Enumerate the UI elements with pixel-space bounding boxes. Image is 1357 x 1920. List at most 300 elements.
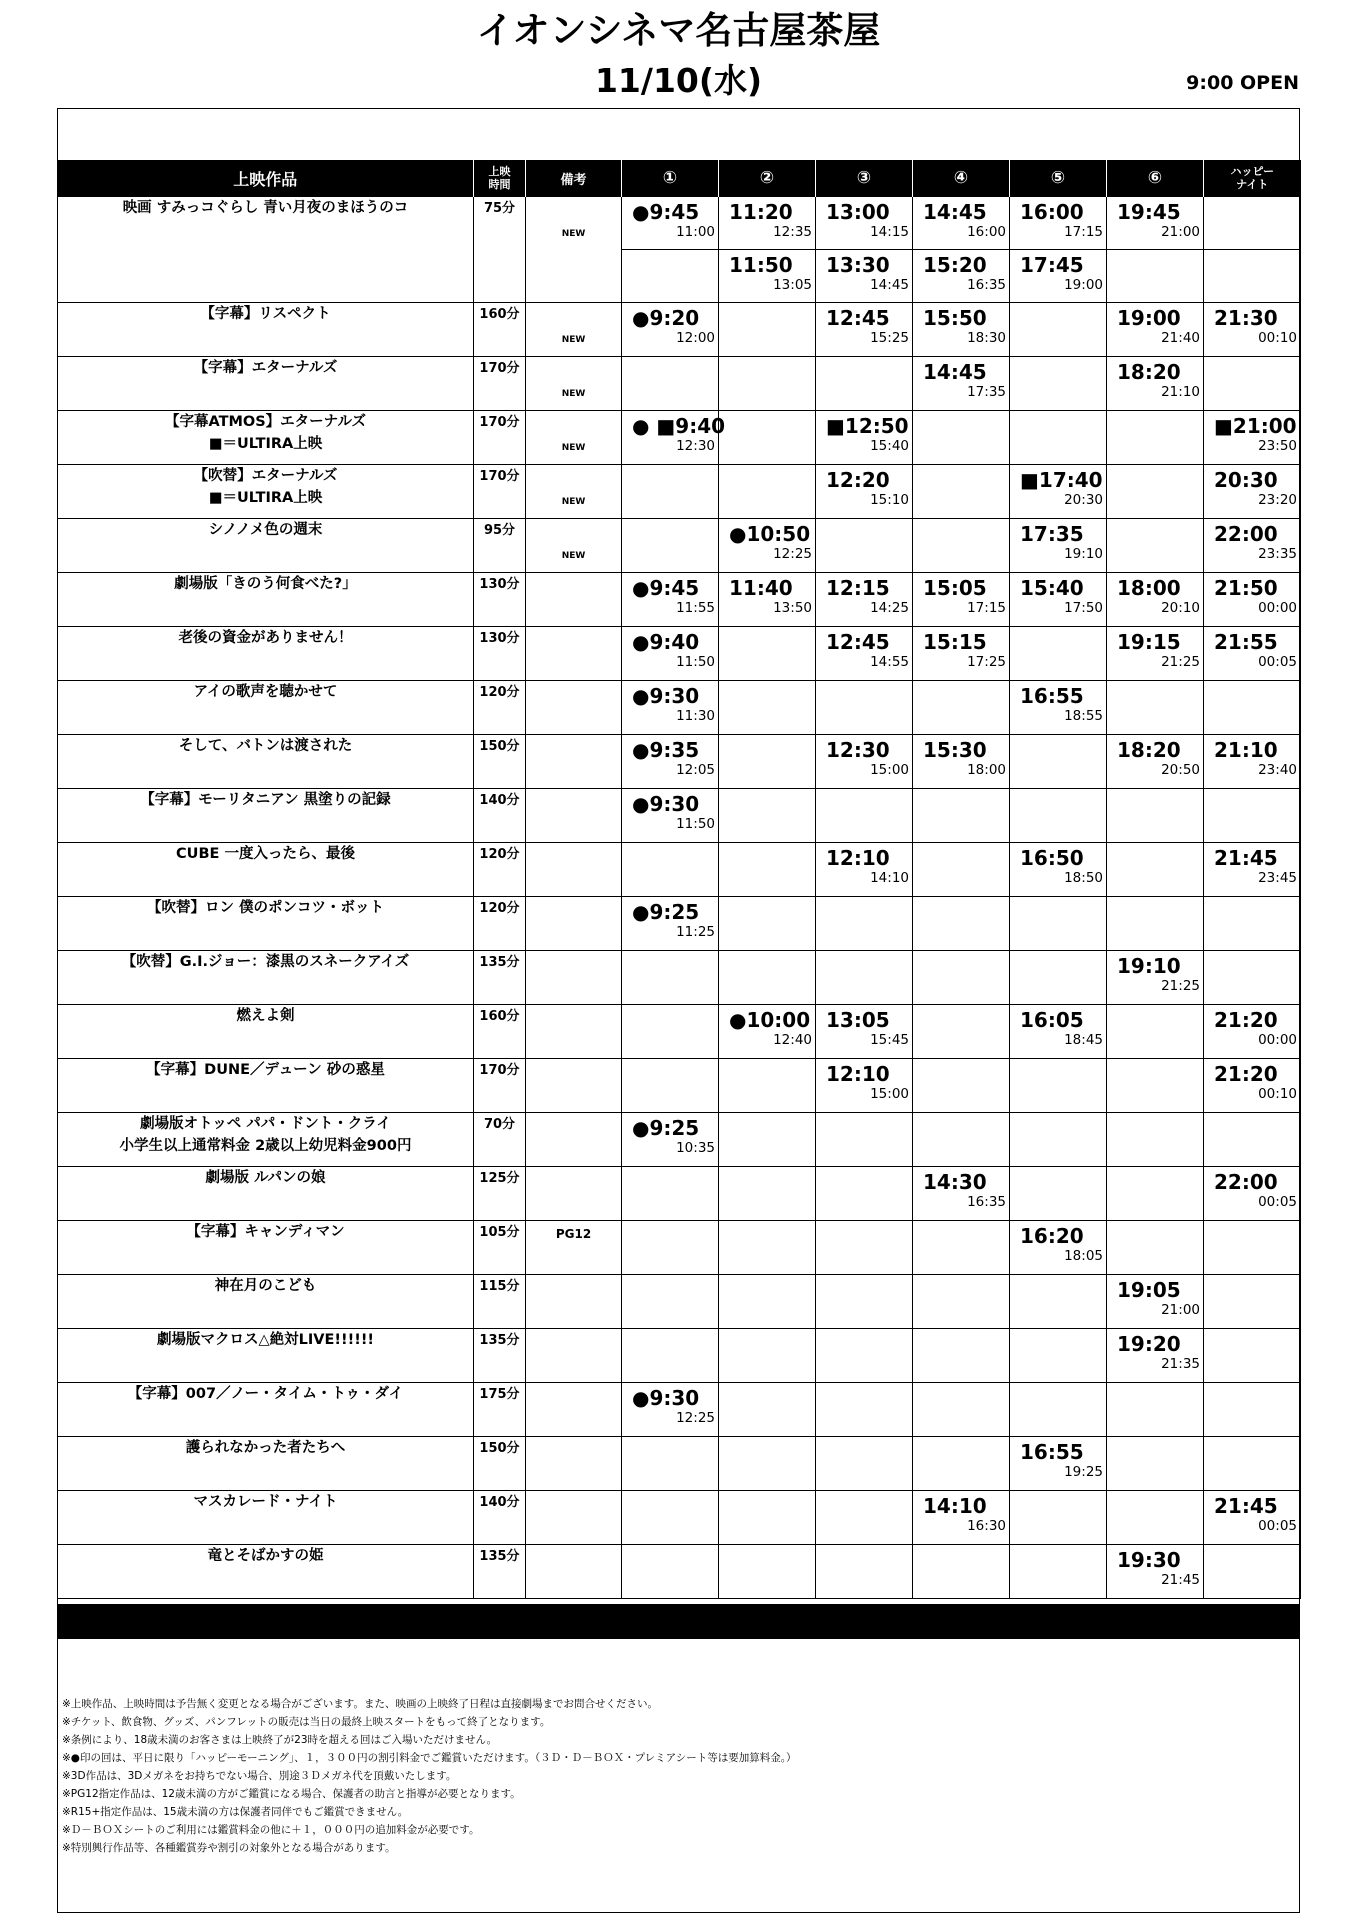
note-line: ※条例により、18歳未満のお客さまは上映終了が23時を超える回はご入場いただけません。: [62, 1734, 498, 1746]
movie-title: [58, 1221, 474, 1275]
movie-duration: 135分: [474, 1329, 526, 1383]
start-time[interactable]: 19:00: [1117, 306, 1181, 330]
note-line: ※Ｄ－ＢＯＸシートのご利用には鑑賞料金の他に＋１，０００円の追加料金が必要です。: [62, 1824, 480, 1836]
start-time[interactable]: ■17:40: [1020, 468, 1103, 492]
screen-2-slot: [719, 735, 816, 789]
movie-title-line: 【吹替】エターナルズ: [193, 468, 338, 484]
happy-night-slot: [1204, 627, 1301, 681]
end-time: 17:15: [967, 600, 1006, 616]
screen-2-slot: [719, 197, 816, 250]
start-time[interactable]: 12:30: [826, 738, 890, 762]
screen-4-slot: [913, 250, 1010, 303]
header-screen-3: ③: [816, 160, 913, 197]
movie-title-line: 神在月のこども: [214, 1278, 317, 1294]
start-time[interactable]: 19:30: [1117, 1548, 1181, 1572]
end-time: 12:35: [773, 224, 812, 240]
movie-title: [58, 1167, 474, 1221]
happy-night-slot: [1204, 1545, 1301, 1599]
screen-4-slot: [913, 1059, 1010, 1113]
movie-title: [58, 1329, 474, 1383]
table-row: [58, 303, 1301, 357]
start-time[interactable]: 12:45: [826, 306, 890, 330]
movie-note: [526, 1491, 622, 1545]
table-row: [58, 681, 1301, 735]
movie-duration: 175分: [474, 1383, 526, 1437]
start-time[interactable]: ●9:35: [632, 738, 700, 762]
end-time: 12:25: [773, 546, 812, 562]
end-time: 14:45: [870, 277, 909, 293]
end-time: 13:05: [773, 277, 812, 293]
screen-4-slot: [913, 465, 1010, 519]
end-time: 23:20: [1258, 492, 1297, 508]
happy-night-slot: [1204, 411, 1301, 465]
start-time[interactable]: 15:40: [1020, 576, 1084, 600]
table-row: [58, 627, 1301, 681]
end-time: 19:10: [1064, 546, 1103, 562]
start-time[interactable]: ●10:50: [729, 522, 811, 546]
end-time: 16:35: [967, 277, 1006, 293]
table-row: [58, 951, 1301, 1005]
start-time[interactable]: 17:45: [1020, 253, 1084, 277]
happy-night-slot: [1204, 951, 1301, 1005]
movie-title: [58, 465, 474, 519]
screen-2-slot: [719, 681, 816, 735]
movie-title-line: CUBE 一度入ったら、最後: [176, 846, 355, 862]
screen-3-slot: [816, 1167, 913, 1221]
table-row: [58, 1059, 1301, 1113]
header-screen-1: ①: [622, 160, 719, 197]
movie-title: [58, 411, 474, 465]
notes-section: [62, 1695, 1292, 1857]
happy-night-slot: [1204, 250, 1301, 303]
header-happy-night: [1204, 160, 1301, 197]
end-time: 12:00: [676, 330, 715, 346]
end-time: 21:10: [1161, 384, 1200, 400]
screen-3-slot: [816, 1059, 913, 1113]
screen-4-slot: [913, 897, 1010, 951]
start-time[interactable]: 14:45: [923, 360, 987, 384]
screen-1-slot: [622, 1059, 719, 1113]
start-time[interactable]: ●9:45: [632, 200, 700, 224]
start-time[interactable]: 15:50: [923, 306, 987, 330]
movie-duration: 135分: [474, 951, 526, 1005]
movie-title: [58, 627, 474, 681]
movie-duration: 135分: [474, 1545, 526, 1599]
movie-note: [526, 1545, 622, 1599]
screen-6-slot: [1107, 951, 1204, 1005]
screen-5-slot: [1010, 1437, 1107, 1491]
happy-night-slot: [1204, 1329, 1301, 1383]
movie-title: [58, 681, 474, 735]
header-happy-line1: ハッピー: [1230, 165, 1275, 178]
screen-3-slot: [816, 250, 913, 303]
end-time: 17:15: [1064, 224, 1103, 240]
start-time[interactable]: 14:10: [923, 1494, 987, 1518]
end-time: 11:30: [676, 708, 715, 724]
screen-4-slot: [913, 735, 1010, 789]
screen-2-slot: [719, 1275, 816, 1329]
screen-6-slot: [1107, 1005, 1204, 1059]
movie-note: [526, 573, 622, 627]
start-time[interactable]: 13:30: [826, 253, 890, 277]
movie-title-line: 映画 すみっコぐらし 青い月夜のまほうのコ: [122, 200, 409, 216]
start-time[interactable]: 15:20: [923, 253, 987, 277]
movie-title-line: 【吹替】G.I.ジョー：漆黒のスネークアイズ: [121, 954, 410, 970]
start-time[interactable]: 22:00: [1214, 522, 1278, 546]
screen-5-slot: [1010, 951, 1107, 1005]
screen-6-slot: [1107, 1437, 1204, 1491]
table-row: [58, 1221, 1301, 1275]
screen-4-slot: [913, 197, 1010, 250]
screen-3-slot: [816, 681, 913, 735]
movie-title-line: 【字幕】キャンディマン: [186, 1224, 345, 1240]
movie-title-line: 【字幕】モーリタニアン 黒塗りの記録: [140, 792, 391, 808]
end-time: 17:35: [967, 384, 1006, 400]
movie-duration: 150分: [474, 735, 526, 789]
table-row: [58, 1113, 1301, 1167]
movie-title-line: 竜とそばかすの姫: [207, 1548, 324, 1564]
screen-5-slot: [1010, 411, 1107, 465]
start-time[interactable]: 21:55: [1214, 630, 1278, 654]
movie-title-line: 【字幕】エターナルズ: [193, 360, 338, 376]
screen-1-slot: [622, 1113, 719, 1167]
end-time: 21:35: [1161, 1356, 1200, 1372]
screen-1-slot: [622, 789, 719, 843]
end-time: 12:40: [773, 1032, 812, 1048]
movie-note: [526, 681, 622, 735]
header-note: 備考: [526, 160, 622, 197]
start-time[interactable]: 13:05: [826, 1008, 890, 1032]
screen-4-slot: [913, 1545, 1010, 1599]
start-time[interactable]: 21:50: [1214, 576, 1278, 600]
happy-night-slot: [1204, 1275, 1301, 1329]
start-time[interactable]: 17:35: [1020, 522, 1084, 546]
movie-note: [526, 1383, 622, 1437]
schedule-body: [58, 197, 1301, 1599]
end-time: 00:00: [1258, 1032, 1297, 1048]
happy-night-slot: [1204, 1059, 1301, 1113]
start-time[interactable]: 13:00: [826, 200, 890, 224]
screen-6-slot: [1107, 1167, 1204, 1221]
table-row: [58, 1167, 1301, 1221]
start-time[interactable]: 12:20: [826, 468, 890, 492]
screen-3-slot: [816, 1383, 913, 1437]
start-time[interactable]: 16:55: [1020, 1440, 1084, 1464]
start-time[interactable]: ■12:50: [826, 414, 909, 438]
start-time[interactable]: 11:40: [729, 576, 793, 600]
screen-3-slot: [816, 303, 913, 357]
movie-title: [58, 843, 474, 897]
screen-6-slot: [1107, 1383, 1204, 1437]
table-row: [58, 411, 1301, 465]
end-time: 00:00: [1258, 600, 1297, 616]
end-time: 21:25: [1161, 654, 1200, 670]
end-time: 00:05: [1258, 654, 1297, 670]
end-time: 17:25: [967, 654, 1006, 670]
footer-bar: [57, 1604, 1300, 1639]
screen-5-slot: [1010, 1383, 1107, 1437]
start-time[interactable]: 21:45: [1214, 846, 1278, 870]
screen-4-slot: [913, 573, 1010, 627]
start-time[interactable]: 21:45: [1214, 1494, 1278, 1518]
happy-night-slot: [1204, 1005, 1301, 1059]
start-time[interactable]: 16:50: [1020, 846, 1084, 870]
screen-2-slot: [719, 573, 816, 627]
screen-2-slot: [719, 843, 816, 897]
end-time: 19:25: [1064, 1464, 1103, 1480]
movie-duration: 130分: [474, 627, 526, 681]
movie-title-line: 【字幕】007／ノー・タイム・トゥ・ダイ: [127, 1386, 404, 1402]
note-line: ※上映作品、上映時間は予告無く変更となる場合がございます。また、映画の上映終了日程は直接劇場までお問合せください。: [62, 1698, 658, 1710]
screen-6-slot: [1107, 897, 1204, 951]
screen-1-slot: [622, 1437, 719, 1491]
start-time[interactable]: 21:20: [1214, 1062, 1278, 1086]
start-time[interactable]: 21:20: [1214, 1008, 1278, 1032]
start-time[interactable]: 12:10: [826, 1062, 890, 1086]
header-screen-4: ④: [913, 160, 1010, 197]
end-time: 23:35: [1258, 546, 1297, 562]
screen-3-slot: [816, 1005, 913, 1059]
header-screen-5: ⑤: [1010, 160, 1107, 197]
movie-note: [526, 519, 622, 573]
screen-1-slot: [622, 411, 726, 465]
movie-duration: 120分: [474, 843, 526, 897]
screen-3-slot: [816, 411, 913, 465]
rating-badge: PG12: [555, 1227, 592, 1241]
start-time[interactable]: ●9:40: [632, 630, 700, 654]
start-time[interactable]: 18:20: [1117, 738, 1181, 762]
start-time[interactable]: ●9:30: [632, 684, 700, 708]
table-row: [58, 1329, 1301, 1383]
movie-title: [58, 951, 474, 1005]
screen-2-slot: [719, 1059, 816, 1113]
start-time[interactable]: 20:30: [1214, 468, 1278, 492]
screen-4-slot: [913, 1491, 1010, 1545]
screen-5-slot: [1010, 1059, 1107, 1113]
start-time[interactable]: 16:00: [1020, 200, 1084, 224]
table-row: [58, 573, 1301, 627]
screen-4-slot: [913, 627, 1010, 681]
happy-night-slot: [1204, 1437, 1301, 1491]
end-time: 13:50: [773, 600, 812, 616]
screen-5-slot: [1010, 1329, 1107, 1383]
start-time[interactable]: ■21:00: [1214, 414, 1297, 438]
start-time[interactable]: 19:05: [1117, 1278, 1181, 1302]
happy-night-slot: [1204, 1113, 1301, 1167]
start-time[interactable]: 15:30: [923, 738, 987, 762]
note-line: ※3D作品は、3Dメガネをお持ちでない場合、別途３Ｄメガネ代を頂戴いたします。: [62, 1770, 457, 1782]
screen-4-slot: [913, 789, 1010, 843]
end-time: 15:45: [870, 1032, 909, 1048]
table-row: [58, 1437, 1301, 1491]
start-time[interactable]: 19:10: [1117, 954, 1181, 978]
screen-1-slot: [622, 681, 719, 735]
start-time[interactable]: 19:45: [1117, 200, 1181, 224]
screen-2-slot: [719, 1545, 816, 1599]
movie-note: [526, 897, 622, 951]
note-line: ※R15+指定作品は、15歳未満の方は保護者同伴でもご鑑賞できません。: [62, 1806, 409, 1818]
screen-3-slot: [816, 627, 913, 681]
screen-6-slot: [1107, 1329, 1204, 1383]
screen-5-slot: [1010, 1275, 1107, 1329]
happy-night-slot: [1204, 519, 1301, 573]
screen-3-slot: [816, 1491, 913, 1545]
table-row: [58, 1491, 1301, 1545]
screen-4-slot: [913, 1329, 1010, 1383]
end-time: 00:10: [1258, 1086, 1297, 1102]
screen-5-slot: [1010, 843, 1107, 897]
screen-4-slot: [913, 1221, 1010, 1275]
happy-night-slot: [1204, 1167, 1301, 1221]
movie-title: [58, 303, 474, 357]
screen-5-slot: [1010, 897, 1107, 951]
start-time[interactable]: 12:10: [826, 846, 890, 870]
screen-2-slot: [719, 1167, 816, 1221]
start-time[interactable]: 16:55: [1020, 684, 1084, 708]
start-time[interactable]: ●9:20: [632, 306, 700, 330]
movie-note: [526, 357, 622, 411]
screen-6-slot: [1107, 250, 1204, 303]
movie-note: [526, 1005, 622, 1059]
movie-note: [526, 1167, 622, 1221]
end-time: 19:00: [1064, 277, 1103, 293]
screen-2-slot: [719, 1113, 816, 1167]
start-time[interactable]: 16:05: [1020, 1008, 1084, 1032]
happy-night-slot: [1204, 897, 1301, 951]
screen-3-slot: [816, 1545, 913, 1599]
start-time[interactable]: 19:15: [1117, 630, 1181, 654]
screen-6-slot: [1107, 1275, 1204, 1329]
screen-6-slot: [1107, 519, 1204, 573]
end-time: 11:50: [676, 816, 715, 832]
happy-night-slot: [1204, 789, 1301, 843]
happy-night-slot: [1204, 357, 1301, 411]
note-line: ※チケット、飲食物、グッズ、パンフレットの販売は当日の最終上映スタートをもって終了となります。: [62, 1716, 551, 1728]
open-time: 9:00 OPEN: [1186, 72, 1299, 94]
screen-5-slot: [1010, 250, 1107, 303]
end-time: 12:05: [676, 762, 715, 778]
screen-4-slot: [913, 519, 1010, 573]
movie-title: [58, 1113, 474, 1167]
screen-6-slot: [1107, 1221, 1204, 1275]
screen-3-slot: [816, 465, 913, 519]
movie-title: [58, 357, 474, 411]
screen-1-slot: [622, 735, 719, 789]
end-time: 21:45: [1161, 1572, 1200, 1588]
start-time[interactable]: ●9:30: [632, 792, 700, 816]
start-time[interactable]: 11:20: [729, 200, 793, 224]
screen-2-slot: [719, 897, 816, 951]
happy-night-slot: [1204, 681, 1301, 735]
start-time[interactable]: ●9:25: [632, 900, 700, 924]
start-time[interactable]: 21:30: [1214, 306, 1278, 330]
start-time[interactable]: 16:20: [1020, 1224, 1084, 1248]
end-time: 14:55: [870, 654, 909, 670]
movie-title: [58, 1437, 474, 1491]
movie-title-line: 劇場版 ルパンの娘: [205, 1170, 326, 1186]
end-time: 16:00: [967, 224, 1006, 240]
screen-6-slot: [1107, 627, 1204, 681]
movie-title-line: マスカレード・ナイト: [193, 1494, 338, 1510]
movie-duration: 95分: [474, 519, 526, 573]
start-time[interactable]: 21:10: [1214, 738, 1278, 762]
start-time[interactable]: 18:00: [1117, 576, 1181, 600]
movie-duration: 115分: [474, 1275, 526, 1329]
start-time[interactable]: ●9:45: [632, 576, 700, 600]
start-time[interactable]: 19:20: [1117, 1332, 1181, 1356]
screen-6-slot: [1107, 197, 1204, 250]
screen-2-slot: [719, 1221, 816, 1275]
screen-2-slot: [719, 465, 816, 519]
end-time: 16:30: [967, 1518, 1006, 1534]
start-time[interactable]: 12:15: [826, 576, 890, 600]
screen-3-slot: [816, 789, 913, 843]
start-time[interactable]: ● ■9:40: [632, 414, 726, 438]
theater-name: イオンシネマ名古屋茶屋: [476, 9, 881, 52]
start-time[interactable]: ●9:30: [632, 1386, 700, 1410]
end-time: 23:40: [1258, 762, 1297, 778]
screen-6-slot: [1107, 1113, 1204, 1167]
movie-note: [526, 303, 622, 357]
end-time: 23:45: [1258, 870, 1297, 886]
happy-night-slot: [1204, 303, 1301, 357]
screen-5-slot: [1010, 1113, 1107, 1167]
screen-2-slot: [719, 1437, 816, 1491]
movie-title: [58, 1545, 474, 1599]
screen-1-slot: [622, 303, 719, 357]
start-time[interactable]: ●10:00: [729, 1008, 811, 1032]
start-time[interactable]: 15:05: [923, 576, 987, 600]
screen-4-slot: [913, 1383, 1010, 1437]
start-time[interactable]: 15:15: [923, 630, 987, 654]
screen-2-slot: [719, 1329, 816, 1383]
start-time[interactable]: 14:45: [923, 200, 987, 224]
start-time[interactable]: 11:50: [729, 253, 793, 277]
end-time: 16:35: [967, 1194, 1006, 1210]
screen-5-slot: [1010, 573, 1107, 627]
screen-4-slot: [913, 411, 1010, 465]
table-row: [58, 1275, 1301, 1329]
end-time: 21:00: [1161, 224, 1200, 240]
end-time: 18:45: [1064, 1032, 1103, 1048]
start-time[interactable]: 22:00: [1214, 1170, 1278, 1194]
screen-1-slot: [622, 1329, 719, 1383]
start-time[interactable]: 18:20: [1117, 360, 1181, 384]
end-time: 11:25: [676, 924, 715, 940]
movie-title-line: 劇場版「きのう何食べた?」: [174, 576, 357, 592]
end-time: 12:30: [676, 438, 715, 454]
screen-3-slot: [816, 357, 913, 411]
screen-4-slot: [913, 1275, 1010, 1329]
movie-note: [526, 465, 622, 519]
start-time[interactable]: ●9:25: [632, 1116, 700, 1140]
end-time: 20:50: [1161, 762, 1200, 778]
end-time: 15:00: [870, 1086, 909, 1102]
start-time[interactable]: 14:30: [923, 1170, 987, 1194]
screen-4-slot: [913, 303, 1010, 357]
screen-6-slot: [1107, 843, 1204, 897]
movie-note: [526, 1275, 622, 1329]
new-badge: NEW: [561, 335, 586, 345]
start-time[interactable]: 12:45: [826, 630, 890, 654]
screen-1-slot: [622, 465, 719, 519]
movie-title: [58, 573, 474, 627]
screen-2-slot: [719, 627, 816, 681]
movie-note: [526, 843, 622, 897]
screen-1-slot: [622, 1275, 719, 1329]
movie-title: [58, 1059, 474, 1113]
header-duration: [474, 160, 526, 197]
